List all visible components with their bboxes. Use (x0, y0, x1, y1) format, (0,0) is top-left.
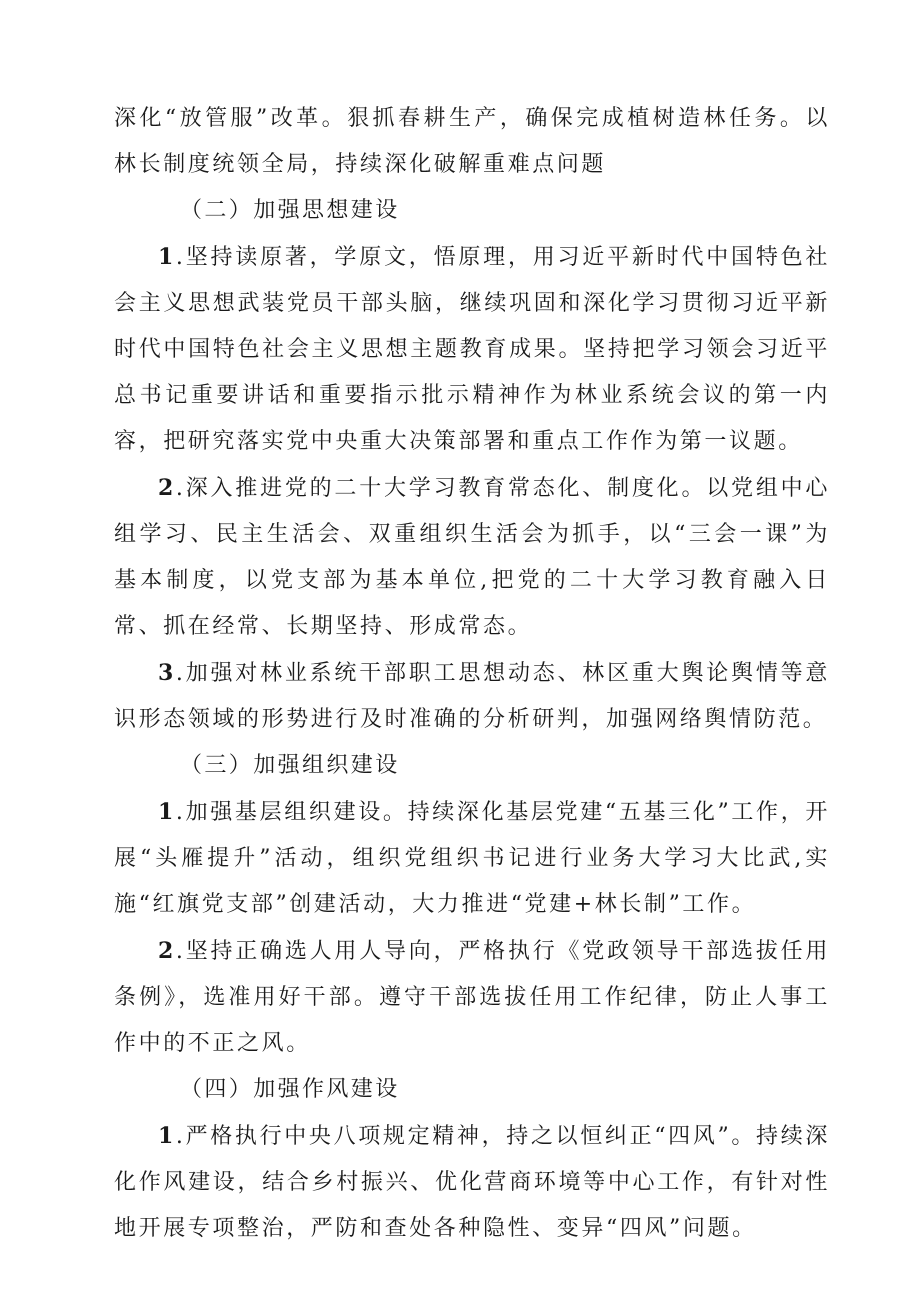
item-text: .加强对林业系统干部职工思想动态、林区重大舆论舆情等意识形态领域的形势进行及时准确的分析研判，加强网络舆情防范。 (114, 661, 830, 732)
item-number: 2 (158, 475, 176, 501)
section-heading-3: （三）加强组织建设 (180, 753, 400, 778)
list-item-2-2 (114, 465, 830, 650)
section-heading-2: （二）加强思想建设 (180, 198, 400, 223)
document-body (114, 96, 830, 1252)
item-number: 3 (158, 660, 176, 686)
item-text: .坚持读原著，学原文，悟原理，用习近平新时代中国特色社会主义思想武装党员干部头脑，继续巩固和深化学习贯彻习近平新时代中国特色社会主义思想主题教育成果。坚持把学习领会习近平总书记重要讲话和重要指示批示精神作为林业系统会议的第一内容，把研究落实党中央重大决策部署和重点工作作为第一议题。 (114, 245, 830, 454)
item-number: 1 (158, 244, 176, 270)
list-item-4-1 (114, 1113, 830, 1252)
item-number: 2 (158, 938, 176, 964)
item-text: .坚持正确选人用人导向，严格执行《党政领导干部选拔任用条例》，选准用好干部。遵守干部选拔任用工作纪律，防止人事工作中的不正之风。 (114, 939, 830, 1056)
list-item-2-1 (114, 234, 830, 465)
section-heading-4: （四）加强作风建设 (180, 1077, 400, 1102)
paragraph-intro: 深化“放管服”改革。狠抓春耕生产，确保完成植树造林任务。以林长制度统领全局，持续深化破解重难点问题 (114, 106, 830, 177)
item-number: 1 (158, 799, 176, 825)
list-item-3-1 (114, 789, 830, 928)
item-text: .严格执行中央八项规定精神，持之以恒纠正“四风”。持续深化作风建设，结合乡村振兴、优化营商环境等中心工作，有针对性地开展专项整治，严防和查处各种隐性、变异“四风”问题。 (114, 1124, 830, 1241)
item-number: 1 (158, 1123, 176, 1149)
item-text: .加强基层组织建设。持续深化基层党建“五基三化”工作，开展“头雁提升”活动，组织党组织书记进行业务大学习大比武,实施“红旗党支部”创建活动，大力推进“党建+林长制”工作。 (114, 800, 830, 917)
item-text: .深入推进党的二十大学习教育常态化、制度化。以党组中心组学习、民主生活会、双重组织生活会为抓手，以“三会一课”为基本制度，以党支部为基本单位,把党的二十大学习教育融入日常、抓在经常、长期坚持、形成常态。 (114, 476, 830, 639)
list-item-3-2 (114, 928, 830, 1067)
list-item-2-3 (114, 650, 830, 743)
